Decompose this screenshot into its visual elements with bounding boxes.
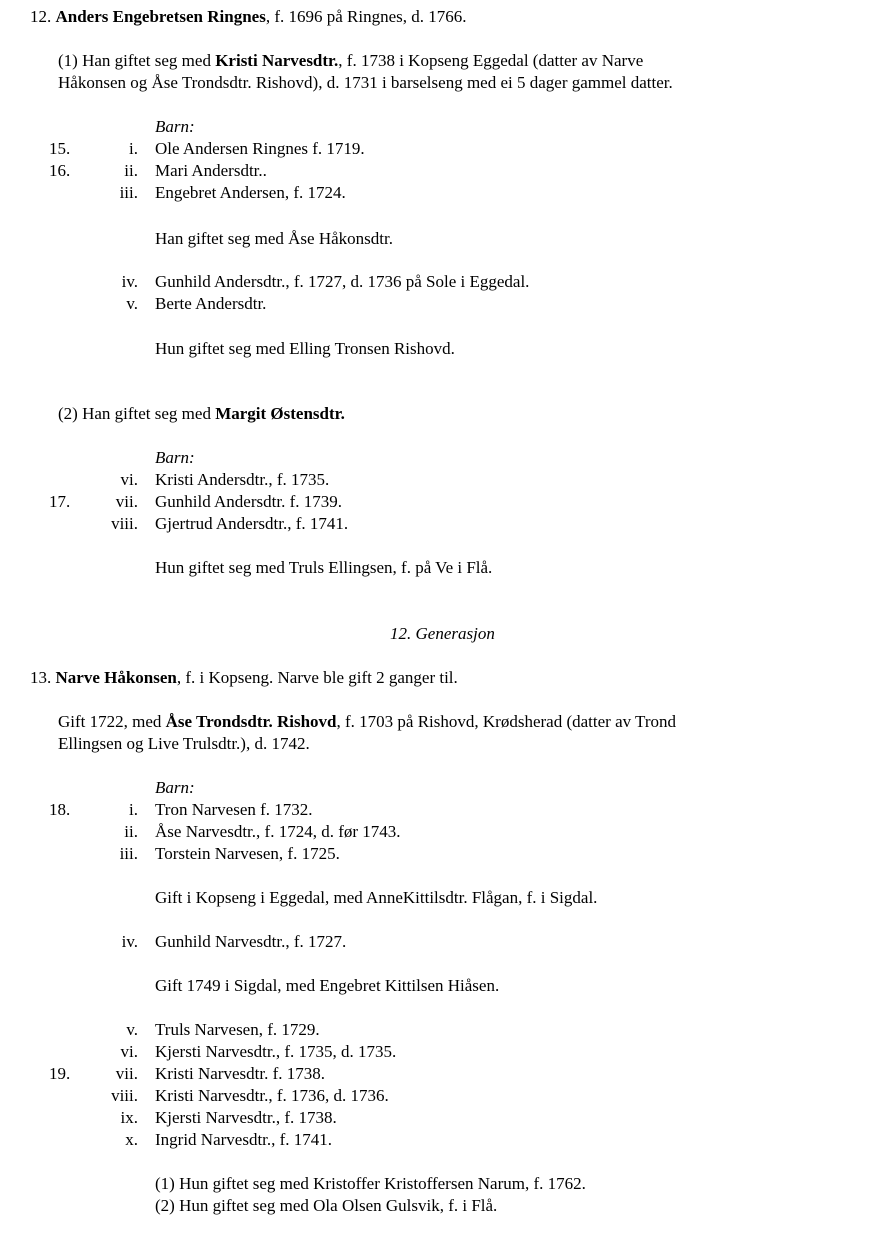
marriage-line2: Ellingsen og Live Trulsdtr.), d. 1742. [58,734,310,753]
marriage-1 [58,50,643,72]
child-note: Hun giftet seg med Truls Ellingsen, f. på Ve i Flå. [155,558,493,577]
child-roman: ii. [124,822,138,841]
person-name: Narve Håkonsen [55,668,177,687]
entry-number: 12. [30,7,52,26]
child-roman: v. [126,294,138,313]
child-text: Kjersti Narvesdtr., f. 1735, d. 1735. [155,1042,397,1061]
child-roman: i. [129,800,138,819]
child-roman: vi. [120,470,138,489]
child-text: Kristi Narvesdtr., f. 1736, d. 1736. [155,1086,389,1105]
child-ref: 17. [49,492,71,511]
person-name: Anders Engebretsen Ringnes [55,7,266,26]
child-roman: vii. [115,492,138,511]
marriage [58,711,676,733]
marriage-1-line2: Håkonsen og Åse Trondsdtr. Rishovd), d. 1731 i barselseng med ei 5 dager gammel datter. [58,73,673,92]
child-roman: iv. [121,932,138,951]
marriage-text: (1) Han giftet seg med [58,51,216,70]
child-text: Berte Andersdtr. [155,294,267,313]
child-text: Gunhild Narvesdtr., f. 1727. [155,932,347,951]
barn-label-text: Barn: [155,778,195,797]
barn-label [155,777,195,799]
barn-label-text: Barn: [155,117,195,136]
child-roman: i. [129,139,138,158]
child-text: Torstein Narvesen, f. 1725. [155,844,340,863]
child-text: Gjertrud Andersdtr., f. 1741. [155,514,349,533]
child-roman: vii. [115,1064,138,1083]
child-ref: 16. [49,161,71,180]
child-roman: ix. [120,1108,138,1127]
spouse-name: Kristi Narvesdtr. [215,51,339,70]
barn-label [155,116,195,138]
entry-13-heading [30,667,458,689]
child-roman: ii. [124,161,138,180]
child-note: Gift i Kopseng i Eggedal, med AnneKittilsdtr. Flågan, f. i Sigdal. [155,888,598,907]
spouse-name: Margit Østensdtr. [215,404,345,423]
child-note: Hun giftet seg med Elling Tronsen Rishovd. [155,339,455,358]
child-roman: viii. [111,1086,138,1105]
child-text: Engebret Andersen, f. 1724. [155,183,346,202]
generation-heading-text: 12. Generasjon [390,624,495,643]
marriage-text: , f. 1738 i Kopseng Eggedal (datter av Narve [338,51,644,70]
child-ref: 15. [49,139,71,158]
person-details: , f. i Kopseng. Narve ble gift 2 ganger til. [176,668,458,687]
child-note: (1) Hun giftet seg med Kristoffer Kristoffersen Narum, f. 1762. [155,1174,586,1193]
child-ref: 19. [49,1064,71,1083]
child-text: Ole Andersen Ringnes f. 1719. [155,139,365,158]
marriage-text: (2) Han giftet seg med [58,404,216,423]
child-text: Kristi Narvesdtr. f. 1738. [155,1064,325,1083]
child-text: Mari Andersdtr.. [155,161,267,180]
person-details: , f. 1696 på Ringnes, d. 1766. [265,7,467,26]
child-text: Kristi Andersdtr., f. 1735. [155,470,330,489]
spouse-name: Åse Trondsdtr. Rishovd [165,712,337,731]
child-roman: viii. [111,514,138,533]
child-note: (2) Hun giftet seg med Ola Olsen Gulsvik, f. i Flå. [155,1196,498,1215]
child-ref: 18. [49,800,71,819]
child-roman: iv. [121,272,138,291]
barn-label [155,447,195,469]
barn-label-text: Barn: [155,448,195,467]
marriage-text: Gift 1722, med [58,712,166,731]
generation-heading [390,623,495,645]
child-note: Han giftet seg med Åse Håkonsdtr. [155,229,393,248]
marriage-2 [58,403,345,425]
child-roman: vi. [120,1042,138,1061]
child-roman: x. [125,1130,138,1149]
child-text: Tron Narvesen f. 1732. [155,800,313,819]
entry-number: 13. [30,668,52,687]
child-text: Gunhild Andersdtr., f. 1727, d. 1736 på Sole i Eggedal. [155,272,530,291]
child-text: Gunhild Andersdtr. f. 1739. [155,492,342,511]
child-roman: v. [126,1020,138,1039]
child-note: Gift 1749 i Sigdal, med Engebret Kittilsen Hiåsen. [155,976,500,995]
child-text: Truls Narvesen, f. 1729. [155,1020,320,1039]
entry-12-heading [30,6,467,28]
child-text: Kjersti Narvesdtr., f. 1738. [155,1108,337,1127]
child-text: Åse Narvesdtr., f. 1724, d. før 1743. [155,822,401,841]
marriage-text: , f. 1703 på Rishovd, Krødsherad (datter av Trond [336,712,677,731]
child-roman: iii. [119,844,138,863]
child-text: Ingrid Narvesdtr., f. 1741. [155,1130,333,1149]
child-roman: iii. [119,183,138,202]
